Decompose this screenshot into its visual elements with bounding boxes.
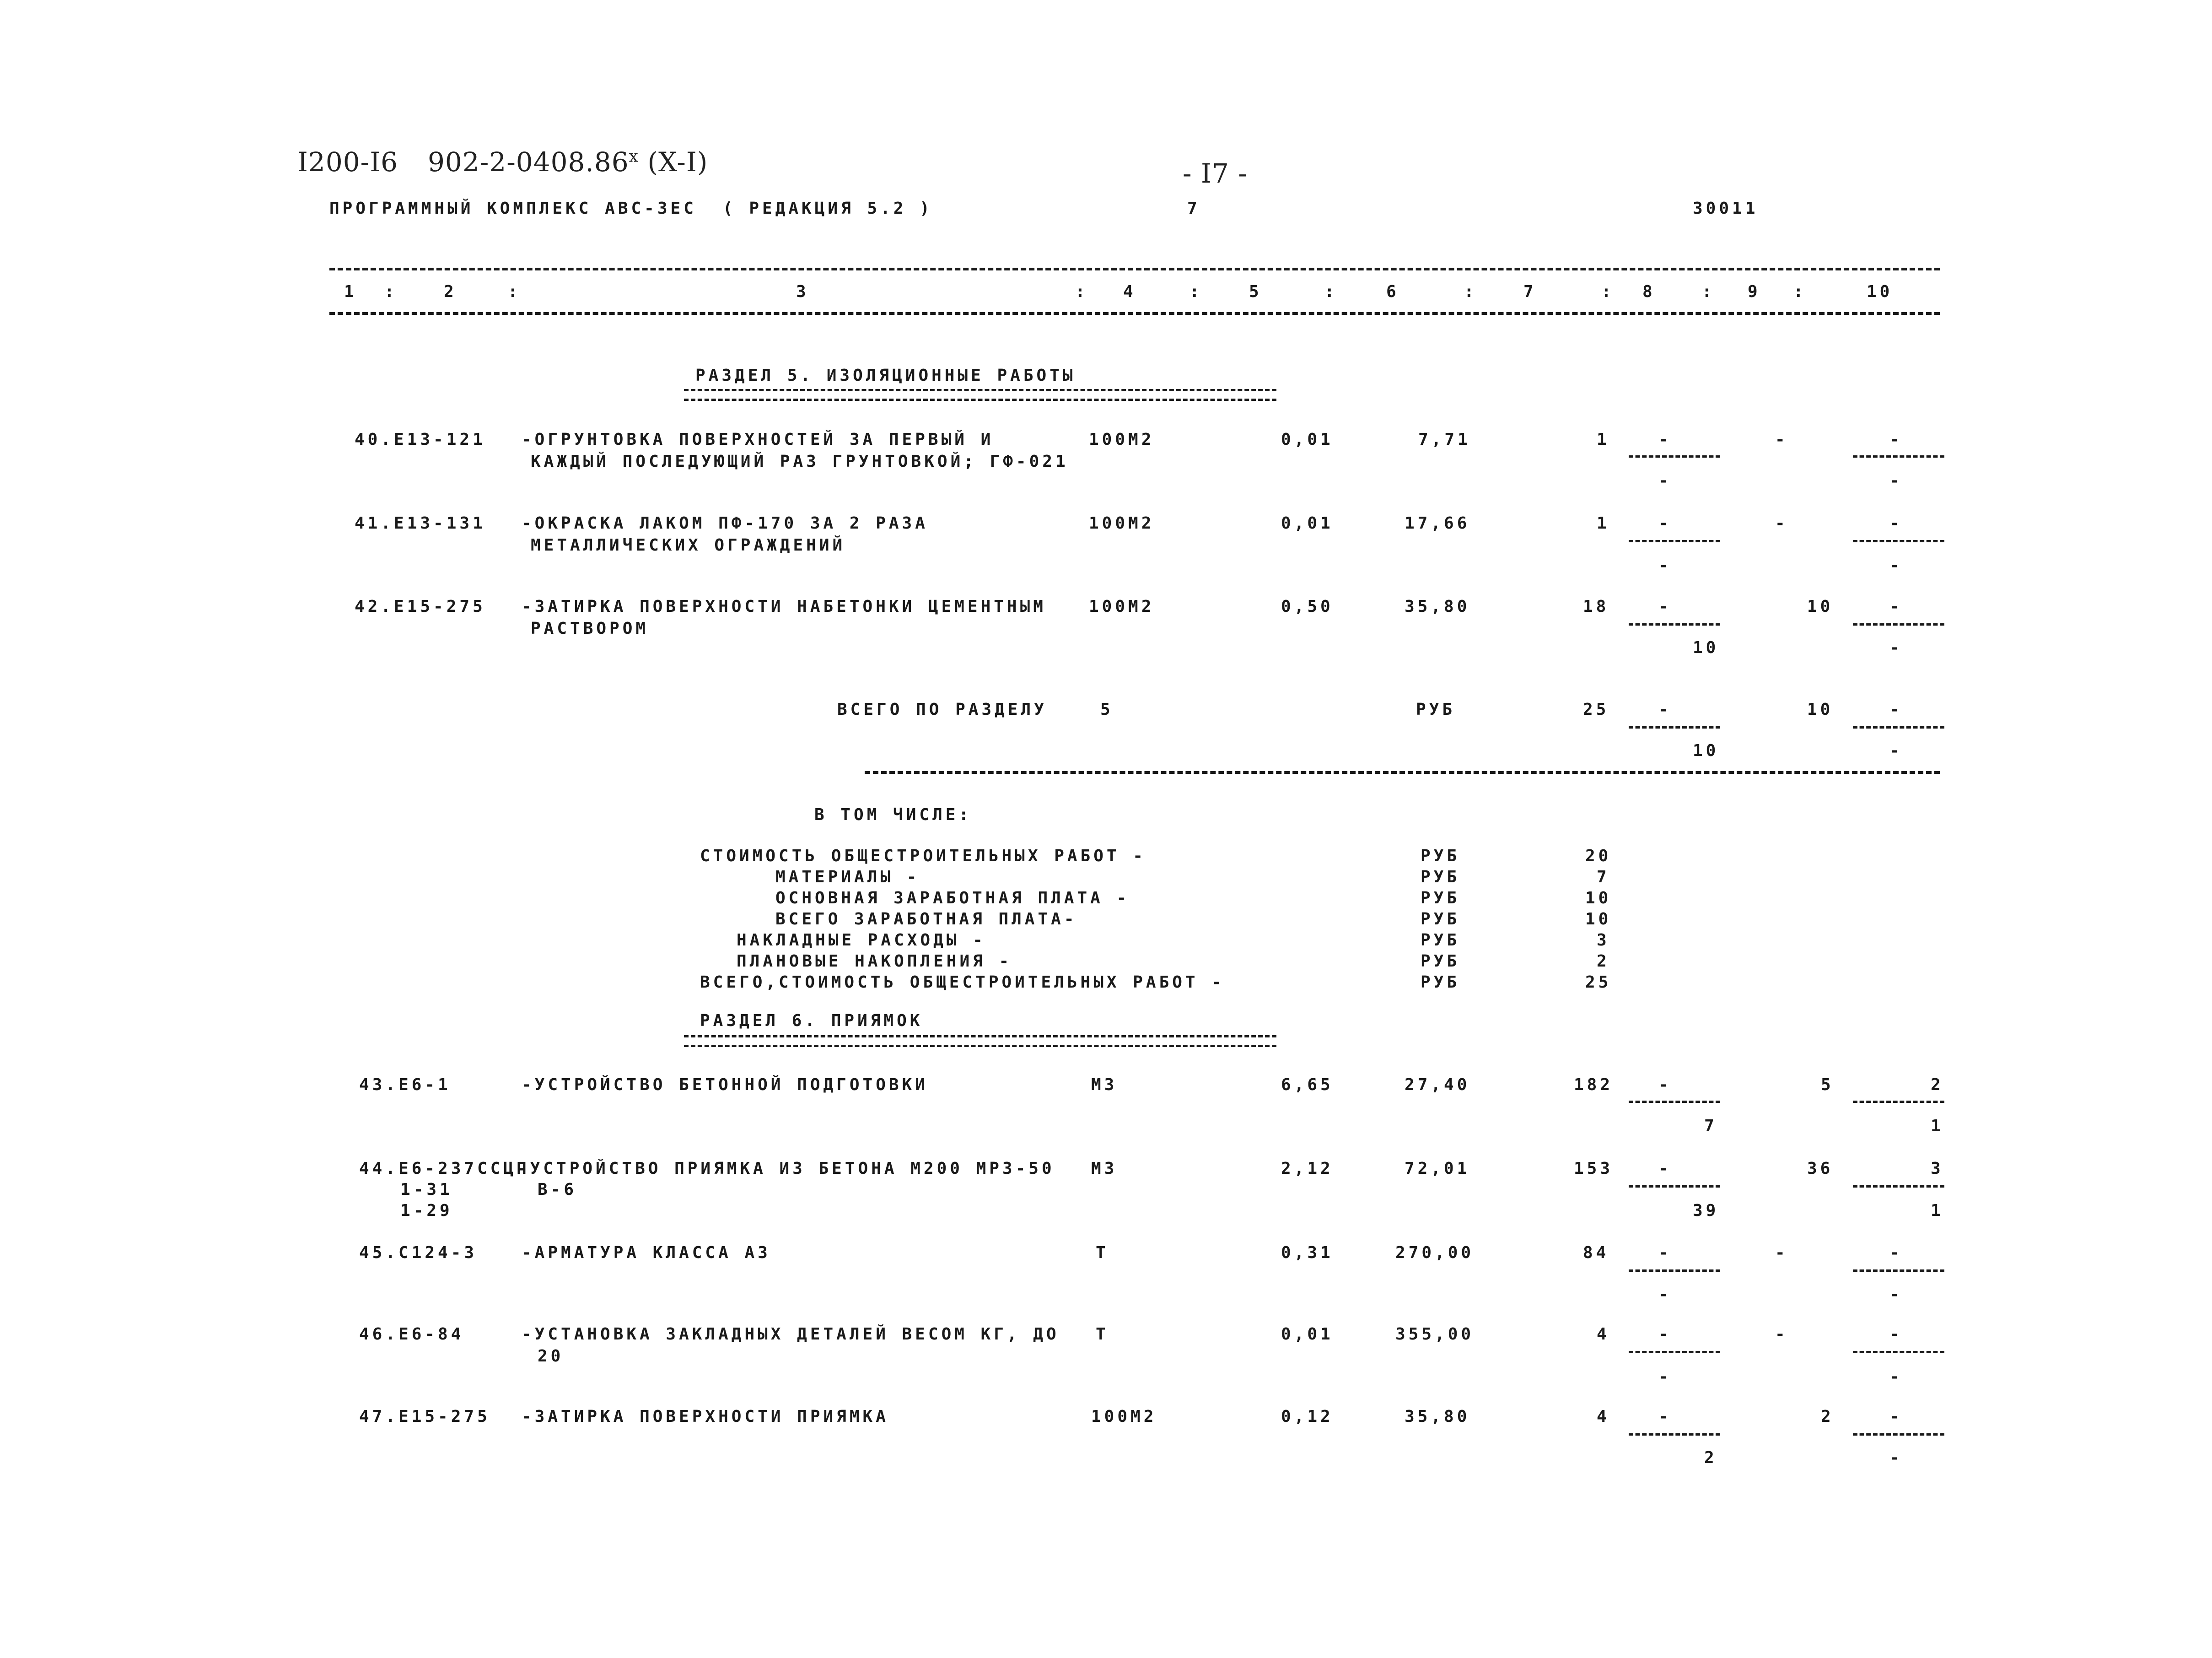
col8-top: - [1658,700,1672,719]
row-description: -ОГРУНТОВКА ПОВЕРХНОСТЕЙ ЗА ПЕРВЫЙ И [522,430,994,449]
col8-bottom: - [1658,1285,1672,1304]
project-code-suffix: (X-I) [647,146,708,178]
fraction-line [1853,540,1944,542]
fraction-line [1853,1351,1944,1353]
breakdown-unit: РУБ [1421,952,1460,971]
col10-bottom: - [1889,638,1903,657]
breakdown-value: 7 [1597,868,1610,886]
col9-value: 36 [1807,1159,1834,1178]
including-label: В ТОМ ЧИСЛЕ: [814,805,972,824]
row-description: -УСТРОЙСТВО ПРИЯМКА ИЗ БЕТОНА М200 МРЗ-50 [517,1159,1055,1178]
section-total-rule [865,771,1940,774]
row-unit-price: 17,66 [1405,514,1470,533]
col8-bottom: 7 [1704,1117,1717,1135]
col10-bottom: - [1889,1367,1903,1386]
row-description: -ЗАТИРКА ПОВЕРХНОСТИ НАБЕТОНКИ ЦЕМЕНТНЫМ [522,597,1046,616]
breakdown-value: 2 [1597,952,1610,971]
row-unit: 100М2 [1089,597,1155,616]
section-5-title: РАЗДЕЛ 5. ИЗОЛЯЦИОННЫЕ РАБОТЫ [695,366,1076,385]
col10-top: - [1889,597,1903,616]
row-unit: М3 [1091,1075,1118,1094]
fraction-line [1853,1269,1944,1272]
fraction-line [1853,1433,1944,1436]
breakdown-value: 3 [1597,931,1610,950]
row-code: 40.Е13-121 [355,430,486,449]
col9-value: - [1775,1325,1788,1344]
breakdown-value: 10 [1585,889,1612,907]
col9-value: 10 [1807,597,1834,616]
col-sep: : [1601,282,1615,301]
fraction-line [1629,1433,1720,1436]
row-description: -ОКРАСКА ЛАКОМ ПФ-170 ЗА 2 РАЗА [522,514,928,533]
row-unit: 100М2 [1089,514,1155,533]
fraction-line [1853,726,1944,729]
section-total-label: ВСЕГО ПО РАЗДЕЛУ [837,700,1047,719]
fraction-line [1629,1269,1720,1272]
row-code: 42.Е15-275 [355,597,486,616]
row-quantity: 0,01 [1281,514,1334,533]
col-sep: : [1075,282,1088,301]
row-quantity: 6,65 [1281,1075,1334,1094]
breakdown-label: ПЛАНОВЫЕ НАКОПЛЕНИЯ - [737,952,1012,971]
breakdown-value: 20 [1585,847,1612,865]
col10-bottom: - [1889,471,1903,490]
col-sep: : [1793,282,1807,301]
breakdown-label: МАТЕРИАЛЫ - [775,868,920,886]
fraction-line [1629,1185,1720,1188]
row-code: 47.Е15-275 [359,1407,490,1426]
row-total: 1 [1597,514,1610,533]
row-quantity: 0,01 [1281,1325,1334,1344]
row-unit-price: 270,00 [1395,1243,1475,1262]
col9-value: - [1775,1243,1788,1262]
breakdown-unit: РУБ [1421,931,1460,950]
row-description-cont: РАСТВОРОМ [531,619,649,638]
row-code: 45.С124-3 [359,1243,478,1262]
breakdown-label: НАКЛАДНЫЕ РАСХОДЫ - [737,931,986,950]
col8-top: - [1658,1407,1672,1426]
section-5-underline [684,389,1276,401]
row-total: 153 [1574,1159,1614,1178]
row-total: 18 [1583,597,1609,616]
fraction-line [1853,1101,1944,1103]
col-num-1: 1 [344,282,357,301]
row-quantity: 0,01 [1281,430,1334,449]
row-description-cont: 20 [538,1347,564,1366]
breakdown-unit: РУБ [1421,910,1460,929]
fraction-line [1629,1101,1720,1103]
breakdown-label: СТОИМОСТЬ ОБЩЕСТРОИТЕЛЬНЫХ РАБОТ - [700,847,1146,865]
breakdown-unit: РУБ [1421,889,1460,907]
breakdown-value: 10 [1585,910,1612,929]
col8-bottom: 10 [1693,638,1719,657]
row-description-cont: МЕТАЛЛИЧЕСКИХ ОГРАЖДЕНИЙ [531,536,846,555]
row-total: 1 [1597,430,1610,449]
project-code-sup: x [629,147,639,166]
col8-bottom: 39 [1693,1201,1719,1220]
row-total: 84 [1583,1243,1609,1262]
col9-value: 10 [1807,700,1834,719]
row-unit: 100М2 [1091,1407,1157,1426]
breakdown-label: ВСЕГО,СТОИМОСТЬ ОБЩЕСТРОИТЕЛЬНЫХ РАБОТ - [700,973,1225,992]
breakdown-label: ВСЕГО ЗАРАБОТНАЯ ПЛАТА- [775,910,1077,929]
col10-top: - [1889,514,1903,533]
header-rule-top [329,268,1940,270]
col10-top: - [1889,1243,1903,1262]
fraction-line [1629,1351,1720,1353]
col10-top: - [1889,1325,1903,1344]
row-quantity: 0,50 [1281,597,1334,616]
col-num-6: 6 [1386,282,1399,301]
row-code-line-3: 1-29 [400,1201,453,1220]
col9-value: - [1775,514,1788,533]
row-unit-price: 7,71 [1418,430,1471,449]
col-sep: : [384,282,398,301]
col-num-5: 5 [1249,282,1262,301]
row-unit: Т [1096,1243,1109,1262]
project-code-main: 902-2-0408.86 [428,146,629,178]
edition: ( РЕДАКЦИЯ 5.2 ) [723,199,933,218]
section-6-title: РАЗДЕЛ 6. ПРИЯМОК [700,1011,923,1030]
row-total: 182 [1574,1075,1614,1094]
col8-bottom: 10 [1693,741,1719,760]
col9-value: 5 [1821,1075,1834,1094]
row-description: -УСТАНОВКА ЗАКЛАДНЫХ ДЕТАЛЕЙ ВЕСОМ КГ, ДО [522,1325,1060,1344]
row-quantity: 0,31 [1281,1243,1334,1262]
breakdown-label: ОСНОВНАЯ ЗАРАБОТНАЯ ПЛАТА - [775,889,1130,907]
breakdown-unit: РУБ [1421,973,1460,992]
col-num-9: 9 [1748,282,1761,301]
col10-bottom: - [1889,741,1903,760]
breakdown-unit: РУБ [1421,868,1460,886]
fraction-line [1629,726,1720,729]
col8-bottom: - [1658,556,1672,575]
fraction-line [1853,1185,1944,1188]
row-quantity: 0,12 [1281,1407,1334,1426]
page-number: - I7 - [1183,158,1248,189]
col10-top: 3 [1931,1159,1944,1178]
row-unit-price: 355,00 [1395,1325,1475,1344]
row-unit: М3 [1091,1159,1118,1178]
section-total-unit: РУБ [1416,700,1456,719]
row-description: -АРМАТУРА КЛАССА А3 [522,1243,771,1262]
col10-top: 2 [1931,1075,1944,1094]
col10-bottom: - [1889,1285,1903,1304]
col10-top: - [1889,700,1903,719]
col-sep: : [508,282,521,301]
col-num-8: 8 [1642,282,1656,301]
col8-bottom: 2 [1704,1448,1717,1467]
order-number: 30011 [1693,199,1759,218]
row-unit-price: 35,80 [1405,597,1470,616]
row-unit: Т [1096,1325,1109,1344]
row-code: 41.Е13-131 [355,514,486,533]
row-code-line-2: 1-31 [400,1180,453,1199]
sheet-ref: 7 [1187,199,1200,218]
fraction-line [1853,623,1944,626]
row-total: 4 [1597,1325,1610,1344]
col9-value: - [1775,430,1788,449]
row-code: 44.Е6-237ССЦП [359,1159,530,1178]
col10-bottom: 1 [1931,1117,1944,1135]
col-num-7: 7 [1523,282,1537,301]
col-sep: : [1324,282,1338,301]
col10-top: - [1889,1407,1903,1426]
section-total-value: 25 [1583,700,1609,719]
row-description-cont: В-6 [538,1180,577,1199]
fraction-line [1629,455,1720,458]
col10-bottom: - [1889,1448,1903,1467]
project-code [428,146,708,178]
section-6-underline [684,1035,1276,1047]
col8-top: - [1658,1159,1672,1178]
row-unit-price: 35,80 [1405,1407,1470,1426]
header-rule-bottom [329,312,1940,315]
col10-top: - [1889,430,1903,449]
row-code: 43.Е6-1 [359,1075,451,1094]
col8-top: - [1658,1075,1672,1094]
row-description-cont: КАЖДЫЙ ПОСЛЕДУЮЩИЙ РАЗ ГРУНТОВКОЙ; ГФ-021 [531,452,1069,471]
row-total: 4 [1597,1407,1610,1426]
row-unit-price: 72,01 [1405,1159,1470,1178]
col-num-2: 2 [444,282,457,301]
col-sep: : [1189,282,1203,301]
col8-bottom: - [1658,1367,1672,1386]
col8-top: - [1658,514,1672,533]
breakdown-value: 25 [1585,973,1612,992]
breakdown-unit: РУБ [1421,847,1460,865]
row-quantity: 2,12 [1281,1159,1334,1178]
col10-bottom: 1 [1931,1201,1944,1220]
fraction-line [1629,540,1720,542]
col8-top: - [1658,597,1672,616]
row-description: -УСТРОЙСТВО БЕТОННОЙ ПОДГОТОВКИ [522,1075,928,1094]
col-num-10: 10 [1867,282,1893,301]
col-num-3: 3 [796,282,809,301]
row-description: -ЗАТИРКА ПОВЕРХНОСТИ ПРИЯМКА [522,1407,889,1426]
col8-top: - [1658,1243,1672,1262]
col-sep: : [1464,282,1477,301]
col-num-4: 4 [1123,282,1136,301]
fraction-line [1853,455,1944,458]
col8-top: - [1658,1325,1672,1344]
col8-top: - [1658,430,1672,449]
col10-bottom: - [1889,556,1903,575]
doc-code: I200-I6 [297,146,398,178]
program-line: ПРОГРАММНЫЙ КОМПЛЕКС АВС-3ЕС [329,199,697,218]
row-code: 46.Е6-84 [359,1325,464,1344]
col9-value: 2 [1821,1407,1834,1426]
row-unit-price: 27,40 [1405,1075,1470,1094]
col-sep: : [1702,282,1715,301]
section-total-number: 5 [1100,700,1114,719]
fraction-line [1629,623,1720,626]
col8-bottom: - [1658,471,1672,490]
row-unit: 100М2 [1089,430,1155,449]
